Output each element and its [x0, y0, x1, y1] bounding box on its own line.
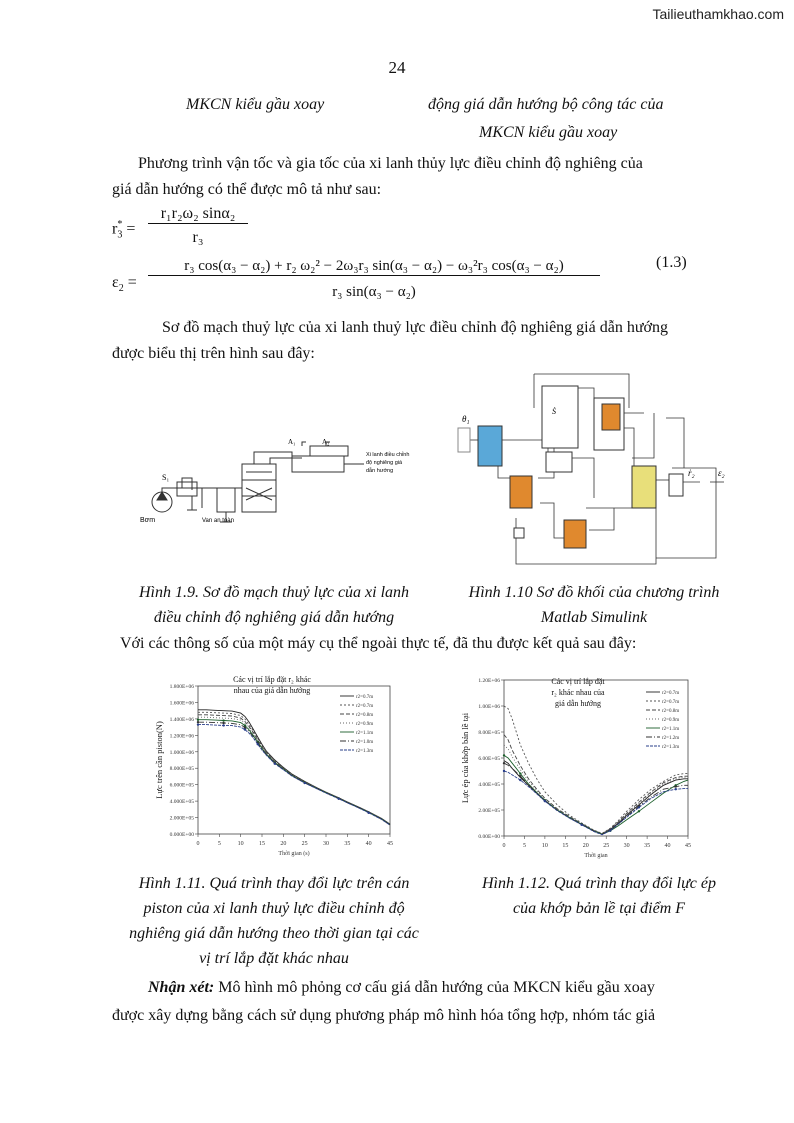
- y-tick-label: 6.000E+05: [169, 782, 194, 789]
- legend-label: r2=1.3m: [662, 745, 680, 750]
- x-tick-label: 40: [664, 843, 671, 849]
- r2-label: ṙ₂: [688, 468, 695, 478]
- y-tick-label: 8.000E+05: [169, 766, 194, 773]
- data-point: [675, 785, 677, 787]
- equation-number: (1.3): [656, 254, 687, 271]
- para1-line1: Phương trình vận tốc và gia tốc của xi lanh thủy lực điều chỉnh độ nghiêng của: [138, 155, 643, 172]
- y-tick-label: 1.400E+06: [169, 716, 194, 723]
- orange-block-3: [564, 520, 586, 548]
- para3: Với các thông số của một máy cụ thể ngoài thực tế, đã thu được kết quả sau đây:: [120, 635, 637, 652]
- data-point: [197, 723, 199, 725]
- data-point: [638, 806, 640, 808]
- data-point: [244, 726, 246, 728]
- r3-denominator: r₃: [192, 229, 204, 246]
- fig111-caption: Hình 1.11. Quá trình thay đổi lực trên cán piston của xi lanh thuỷ lực điều chỉnh độ nghiêng giá dẫn hướng theo thời gian tại các vị trí lắp đặt khác nhau: [129, 875, 419, 967]
- fig112-caption: Hình 1.12. Quá trình thay đổi lực ép của khớp bản lề tại điểm F: [481, 875, 717, 917]
- data-point: [222, 724, 224, 726]
- y-tick-label: 1.200E+06: [169, 733, 194, 740]
- x-tick-label: 35: [344, 841, 351, 847]
- chart-title: r₂ khác nhau của: [551, 688, 605, 697]
- subsystem-block-1: [542, 386, 578, 448]
- legend-label: r2=1.3m: [356, 749, 374, 754]
- x-tick-label: 25: [301, 841, 308, 847]
- legend-label: r2=0.8m: [356, 713, 374, 718]
- y-tick-label: 0.00E+00: [478, 834, 500, 840]
- data-point: [519, 772, 521, 774]
- data-point: [338, 798, 340, 800]
- data-point: [303, 782, 305, 784]
- y-tick-label: 1.800E+06: [169, 684, 194, 690]
- x-tick-label: 20: [280, 841, 287, 847]
- x-tick-label: 15: [259, 841, 265, 847]
- data-point: [544, 800, 546, 802]
- data-point: [197, 719, 199, 721]
- data-point: [609, 829, 611, 831]
- top-caption-left: MKCN kiểu gầu xoay: [186, 96, 325, 113]
- s-label: Ṡ: [552, 407, 556, 416]
- series-line: [504, 706, 688, 833]
- eps-denominator: r₃ sin(α₃ − α₂): [332, 284, 416, 300]
- legend-label: r2=1.0m: [356, 740, 374, 745]
- simulink-block-diagram: [454, 368, 744, 568]
- chart-title: giá dẫn hướng: [555, 699, 601, 708]
- series-line: [198, 722, 390, 825]
- top-caption-right-1: động giá dẫn hướng bộ công tác của: [428, 96, 664, 113]
- y-tick-label: 1.600E+06: [169, 700, 194, 707]
- x-tick-label: 20: [582, 843, 589, 849]
- fig110-caption: Hình 1.10 Sơ đồ khối của chương trình Matlab Simulink: [468, 584, 720, 626]
- data-point: [244, 728, 246, 730]
- cylinder-label-3: dẫn hướng: [366, 468, 394, 474]
- y-tick-label: 8.00E+05: [478, 730, 500, 736]
- legend-label: r2=1.1m: [662, 727, 680, 732]
- cylinder-label-2: độ nghiêng giá: [366, 460, 403, 466]
- y-tick-label: 2.000E+05: [169, 815, 194, 822]
- a2-label: A₂: [322, 438, 330, 446]
- data-point: [197, 721, 199, 723]
- data-point: [222, 719, 224, 721]
- legend-label: r2=0.9m: [662, 718, 680, 723]
- para4-line2: được xây dựng bằng cách sử dụng phương pháp mô hình hóa tổng hợp, nhóm tác giả: [112, 1007, 656, 1024]
- x-tick-label: 5: [522, 843, 526, 849]
- data-point: [675, 788, 677, 790]
- hydraulic-circuit-diagram: [132, 430, 422, 530]
- theta-label: θ₁: [462, 414, 470, 424]
- legend-label: r2=0.7m: [662, 691, 680, 696]
- legend-label: r2=1.2m: [662, 736, 680, 741]
- data-point: [638, 810, 640, 812]
- y-tick-label: 0.000E+00: [169, 832, 194, 838]
- para1-line2: giá dẫn hướng có thể được mô tả như sau:: [112, 181, 382, 198]
- data-point: [503, 754, 505, 756]
- series-line: [504, 761, 688, 835]
- data-point: [244, 724, 246, 726]
- data-point: [580, 824, 582, 826]
- data-point: [503, 770, 505, 772]
- cylinder-rod: [310, 446, 348, 456]
- top-caption-right-2: MKCN kiểu gầu xoay: [479, 124, 618, 141]
- x-tick-label: 40: [365, 841, 372, 847]
- x-tick-label: 15: [562, 843, 569, 849]
- s1-label: S₁: [162, 473, 170, 482]
- legend-label: r2=0.7m: [662, 700, 680, 705]
- orange-block-2: [602, 404, 620, 430]
- page-number: 24: [388, 58, 406, 77]
- data-point: [367, 812, 369, 814]
- data-point: [274, 763, 276, 765]
- x-tick-label: 0: [196, 841, 200, 847]
- y-tick-label: 4.000E+05: [169, 799, 194, 806]
- y-tick-label: 1.20E+06: [478, 678, 500, 684]
- blue-block: [478, 426, 502, 466]
- para4-line1: Nhận xét: Mô hình mô phỏng cơ cấu giá dẫn hướng của MKCN kiểu gầu xoay: [148, 979, 655, 996]
- legend-label: r2=0.9m: [356, 722, 374, 727]
- data-point: [222, 722, 224, 724]
- x-tick-label: 45: [685, 843, 691, 849]
- yellow-block: [632, 466, 656, 508]
- orange-block-1: [510, 476, 532, 508]
- valve-label: Van an toàn: [202, 518, 234, 524]
- cylinder-label-1: Xi lanh điều chỉnh: [366, 452, 410, 458]
- y-tick-label: 4.00E+05: [478, 782, 500, 788]
- data-point: [503, 762, 505, 764]
- x-tick-label: 10: [237, 841, 244, 847]
- y-tick-label: 2.00E+05: [478, 808, 500, 814]
- fig19-caption: Hình 1.9. Sơ đồ mạch thuỷ lực của xi lanh điều chỉnh độ nghiêng giá dẫn hướng: [138, 584, 410, 626]
- y-tick-label: 1.00E+06: [478, 704, 500, 710]
- chart-title: Các vị trí lắp đặt: [551, 677, 605, 686]
- legend-label: r2=0.7m: [356, 704, 374, 709]
- para2-line2: được biểu thị trên hình sau đây:: [112, 345, 315, 362]
- chart-title: nhau của giá dẫn hướng: [233, 686, 311, 695]
- series-line: [504, 763, 688, 834]
- chart-title: Các vị trí lắp đặt r₂ khác: [233, 675, 311, 684]
- y-tick-label: 1.000E+06: [169, 749, 194, 756]
- data-point: [519, 775, 521, 777]
- legend-label: r2=0.8m: [662, 709, 680, 714]
- x-tick-label: 10: [541, 843, 548, 849]
- data-point: [257, 743, 259, 745]
- y-tick-label: 6.00E+05: [478, 756, 500, 762]
- x-axis-label: Thời gian (s): [278, 851, 310, 857]
- series-line: [198, 712, 390, 824]
- data-point: [519, 779, 521, 781]
- x-tick-label: 45: [387, 841, 393, 847]
- chart-hinge-force: [458, 672, 700, 868]
- r3-numerator: r₁r₂ω₂ sinα₂: [148, 205, 248, 224]
- para2-line1: Sơ đồ mạch thuỷ lực của xi lanh thuỷ lực điều chỉnh độ nghiêng giá dẫn hướng: [162, 319, 668, 336]
- legend-label: r2=1.1m: [356, 731, 374, 736]
- x-tick-label: 30: [323, 841, 329, 847]
- chart-piston-force: [150, 672, 410, 868]
- x-axis-label: Thời gian: [584, 853, 608, 859]
- x-tick-label: 30: [623, 843, 630, 849]
- series-line: [504, 735, 688, 834]
- eps-numerator: r₃ cos(α₃ − α₂) + r₂ ω₂² − 2ω₃r₃ sin(α₃ − α₂) − ω₃²r₃ cos(α₃ − α₂): [148, 258, 600, 276]
- series-line: [504, 771, 688, 835]
- x-tick-label: 5: [217, 841, 221, 847]
- watermark: Tailieuthamkhao.com: [652, 6, 784, 22]
- legend-label: r2=0.7m: [356, 695, 374, 700]
- y-axis-label: Lực ép của khớp bản lề tại: [460, 712, 470, 804]
- x-tick-label: 0: [502, 843, 506, 849]
- series-line: [504, 755, 688, 834]
- eps-label: ε₂: [718, 468, 725, 478]
- a1-label: A₁: [288, 438, 296, 446]
- y-axis-label: Lực trên cần piston(N): [154, 721, 164, 799]
- x-tick-label: 25: [603, 843, 610, 849]
- x-tick-label: 35: [644, 843, 651, 849]
- pump-label: Bơm: [140, 517, 156, 524]
